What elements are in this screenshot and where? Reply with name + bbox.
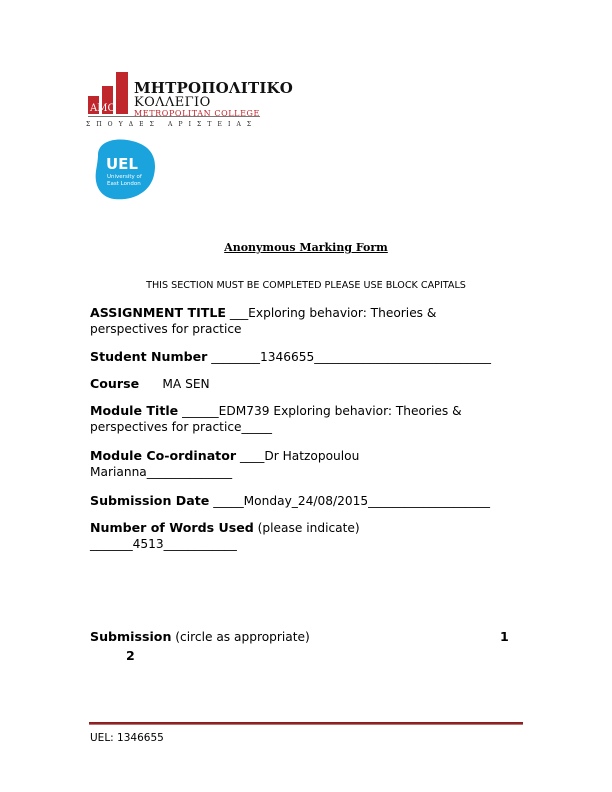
submission-date-field (90, 493, 530, 509)
uel-line1: University of (107, 174, 142, 180)
words-used-value: _______4513____________ (90, 537, 237, 551)
uel-line2: East London (107, 181, 141, 187)
form-title: Anonymous Marking Form (224, 241, 388, 254)
module-title-value-1: ______EDM739 Exploring behavior: Theories & (178, 404, 462, 418)
course-label: Course (90, 376, 140, 391)
assignment-title-value-1: ___Exploring behavior: Theories & (226, 306, 437, 320)
submission-field (90, 629, 520, 663)
module-title-label: Module Title (90, 403, 179, 418)
student-number-field (90, 349, 530, 365)
words-used-field (90, 520, 530, 552)
uel-logo (92, 137, 158, 203)
footer-text: UEL: 1346655 (90, 732, 164, 744)
submission-option-2[interactable]: 2 (126, 648, 135, 663)
assignment-title-value-2: perspectives for practice (90, 322, 242, 336)
submission-option-1[interactable]: 1 (500, 629, 509, 644)
module-coordinator-label: Module Co-ordinator (90, 448, 237, 463)
words-used-hint: (please indicate) (253, 521, 360, 535)
module-coordinator-value-2: Marianna______________ (90, 465, 233, 479)
amc-logo-tagline: ΣΠΟΥΔΕΣ ΑΡΙΣΤΕΙΑΣ (86, 121, 258, 128)
footer-divider (89, 722, 523, 725)
amc-logo-line3: METROPOLITAN COLLEGE (134, 109, 260, 118)
student-number-value: ________1346655_____________________________ (207, 350, 492, 364)
submission-label: Submission (90, 629, 172, 644)
course-field (90, 376, 530, 392)
student-number-label: Student Number (90, 349, 208, 364)
submission-date-label: Submission Date (90, 493, 210, 508)
words-used-label: Number of Words Used (90, 520, 254, 535)
amc-logo-line2: ΚΟΛΛΕΓΙΟ (134, 95, 211, 110)
module-title-value-2: perspectives for practice_____ (90, 420, 273, 434)
assignment-title-field (90, 305, 530, 337)
assignment-title-label: ASSIGNMENT TITLE (90, 305, 227, 320)
uel-mark: UEL (106, 155, 138, 173)
module-coordinator-field (90, 448, 530, 480)
amc-logo-line1: ΜΗΤΡΟΠΟΛΙΤΙΚΟ (134, 79, 294, 97)
form-instruction: THIS SECTION MUST BE COMPLETED PLEASE USE BLOCK CAPITALS (146, 280, 466, 291)
submission-hint: (circle as appropriate) (171, 630, 310, 644)
module-coordinator-value-1: ____Dr Hatzopoulou (236, 449, 360, 463)
amc-mark-text: AMC (90, 103, 116, 114)
submission-date-value: _____Monday_24/08/2015____________________ (209, 494, 490, 508)
course-value: MA SEN (139, 377, 210, 391)
module-title-field (90, 403, 530, 435)
